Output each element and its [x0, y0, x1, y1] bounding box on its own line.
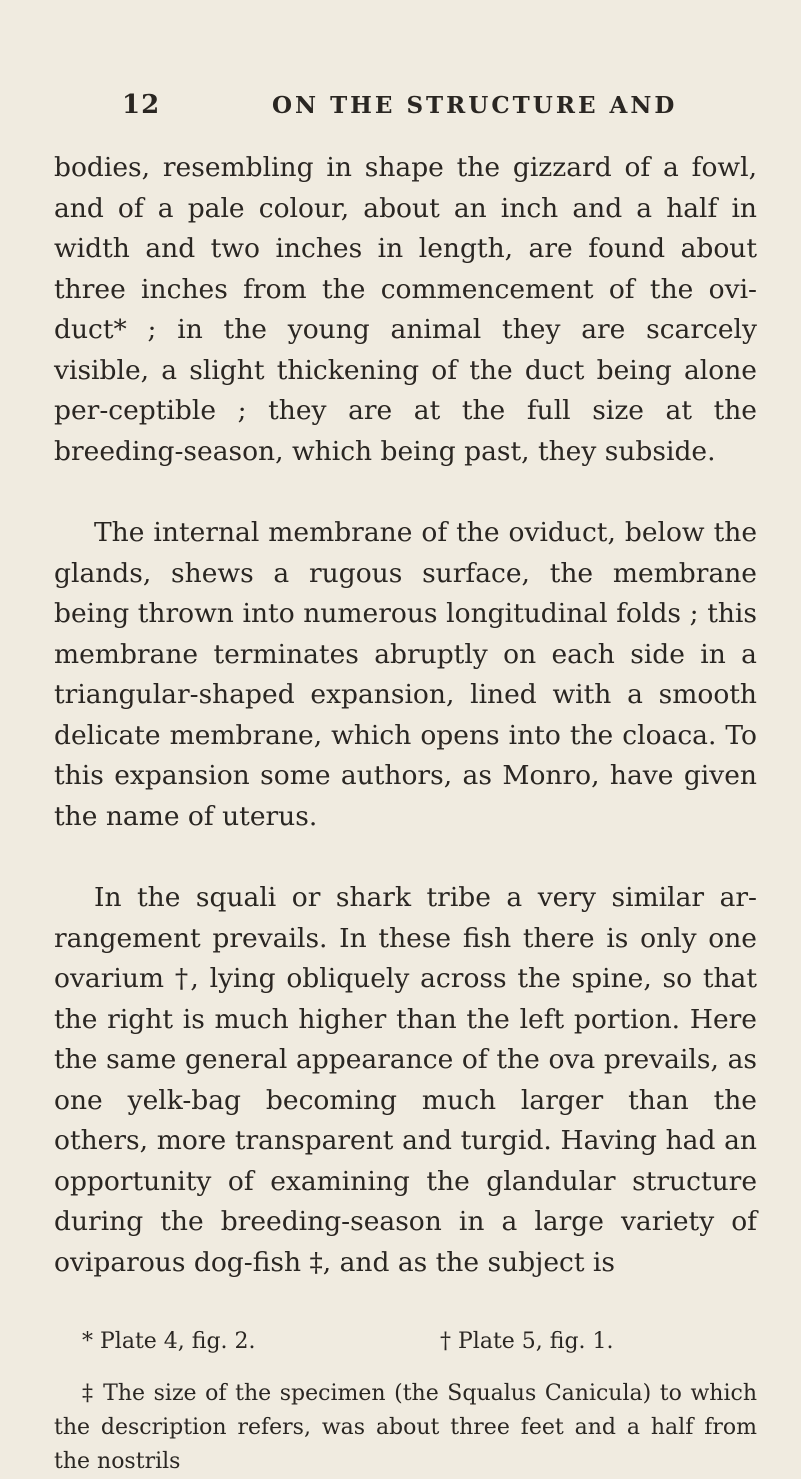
paragraph-internal-membrane: The internal membrane of the oviduct, below the glands, shews a rugous surface, the membrane being thrown into numerous longitudinal folds ; this membrane terminates abruptly on each side in a triangular-shaped expansion, lined with a smooth delicate membrane, which opens into the cloaca. To this expansion some authors, as Monro, have given the name of uterus. [54, 517, 757, 832]
footnote-specimen-size: ‡ The size of the specimen (the Squalus Canicula) to which the description refers, was about three feet and a half from the nostrils [54, 1381, 757, 1474]
footnote-row [54, 1325, 757, 1359]
footnotes [54, 1325, 757, 1479]
footnote-plate-4: * Plate 4, fig. 2. [82, 1329, 256, 1354]
paragraph-squali: In the squali or shark tribe a very similar ar-rangement prevails. In these fish there is only one ovarium †, lying obliquely across the spine, so that the right is much higher than the left portion. Here the same general appearance of the ova prevails, as one yelk-bag becoming much larger than the others, more transparent and turgid. Having had an opportunity of examining the glandular structure during the breeding-season in a large variety of oviparous dog-fish ‡, and as the subject is [54, 882, 757, 1278]
footnote-plate-5: † Plate 5, fig. 1. [440, 1329, 614, 1354]
running-head [54, 0, 757, 120]
running-title: ON THE STRUCTURE AND [272, 92, 678, 119]
page-number: 12 [122, 90, 161, 120]
paragraph-gland-bodies: bodies, resembling in shape the gizzard of a fowl, and of a pale colour, about an inch and a half in width and two inches in length, are found about three inches from the commencement of the ovi-duct* ; in the young animal they are scarcely visible, a slight thickening of the duct being alone per-ceptible ; they are at the full size at the breeding-season, which being past, they subside. [54, 152, 757, 467]
